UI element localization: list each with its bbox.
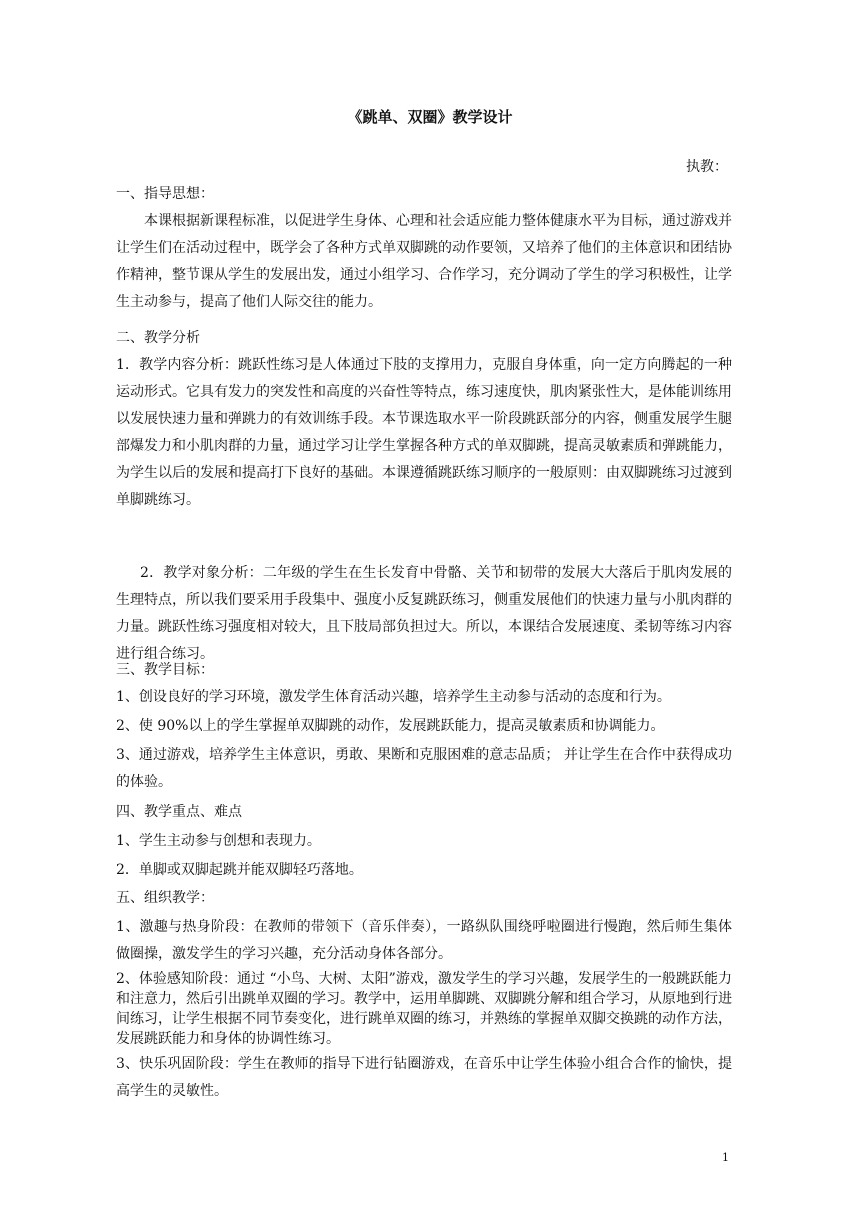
objective-item-3: 3、通过游戏，培养学生主体意识，勇敢、果断和克服困难的意志品质； 并让学生在合作中获得成功的体验。 — [116, 747, 732, 790]
paragraph-student-analysis: 2．教学对象分析：二年级的学生在生长发育中骨骼、关节和韧带的发展大大落后于肌肉发展的生理特点，所以我们要采用手段集中、强度小反复跳跃练习，侧重发展他们的快速力量与小肌肉群的力量。跳跃性练习强度相对较大，且下肢局部负担过大。所以，本课结合发展速度、柔韧等练习内容进行组合练习。 — [116, 565, 732, 662]
objective-item-1: 1、创设良好的学习环境，激发学生体育活动兴趣，培养学生主动参与活动的态度和行为。 — [116, 689, 671, 705]
objective-item-2: 2、使 90%以上的学生掌握单双脚跳的动作，发展跳跃能力，提高灵敏素质和协调能力。 — [116, 718, 665, 734]
key-point-item-1: 1、学生主动参与创想和表现力。 — [116, 833, 321, 849]
paragraph-guiding-thought: 本课根据新课程标准，以促进学生身体、心理和社会适应能力整体健康水平为目标，通过游戏并让学生们在活动过程中，既学会了各种方式单双脚跳的动作要领，又培养了他们的主体意识和团结协作精神，整节课从学生的发展出发，通过小组学习、合作学习，充分调动了学生的学习积极性，让学生主动参与，提高了他们人际交往的能力。 — [116, 213, 732, 310]
section-heading-organization: 五、组织教学： — [116, 890, 214, 906]
teacher-label: 执教： — [686, 159, 728, 175]
organization-item-1: 1、激趣与热身阶段：在教师的带领下（音乐伴奏），一路纵队围绕呼啦圈进行慢跑，然后师生集体做圈操，激发学生的学习兴趣，充分活动身体各部分。 — [116, 919, 732, 962]
paragraph-content-analysis: 1．教学内容分析：跳跃性练习是人体通过下肢的支撑用力，克服自身体重，向一定方向腾起的一种运动形式。它具有发力的突发性和高度的兴奋性等特点，练习速度快，肌肉紧张性大，是体能训练用以发展快速力量和弹跳力的有效训练手段。本节课选取水平一阶段跳跃部分的内容，侧重发展学生腿部爆发力和小肌肉群的力量，通过学习让学生掌握各种方式的单双脚跳，提高灵敏素质和弹跳能力，为学生以后的发展和提高打下良好的基础。本课遵循跳跃练习顺序的一般原则：由双脚跳练习过渡到单脚跳练习。 — [116, 357, 732, 508]
document-title: 《跳单、双圈》教学设计 — [347, 108, 513, 126]
key-point-item-2: 2．单脚或双脚起跳并能双脚轻巧落地。 — [116, 862, 363, 878]
section-heading-guiding-thought: 一、指导思想： — [116, 186, 214, 202]
section-heading-key-points: 四、教学重点、难点 — [116, 804, 242, 820]
section-heading-analysis: 二、教学分析 — [116, 330, 200, 346]
page-number: 1 — [722, 1151, 729, 1164]
organization-item-2: 2、体验感知阶段：通过 “小鸟、大树、太阳”游戏，激发学生的学习兴趣，发展学生的一般跳跃能力和注意力，然后引出跳单双圈的学习。教学中，运用单脚跳、双脚跳分解和组合学习，从原地到行进间练习，让学生根据不同节奏变化，进行跳单双圈的练习，并熟练的掌握单双脚交换跳的动作方法，发展跳跃能力和身体的协调性练习。 — [116, 971, 732, 1047]
section-heading-objectives: 三、教学目标： — [116, 662, 214, 678]
organization-item-3: 3、快乐巩固阶段：学生在教师的指导下进行钻圈游戏，在音乐中让学生体验小组合合作的愉快，提高学生的灵敏性。 — [116, 1056, 732, 1099]
